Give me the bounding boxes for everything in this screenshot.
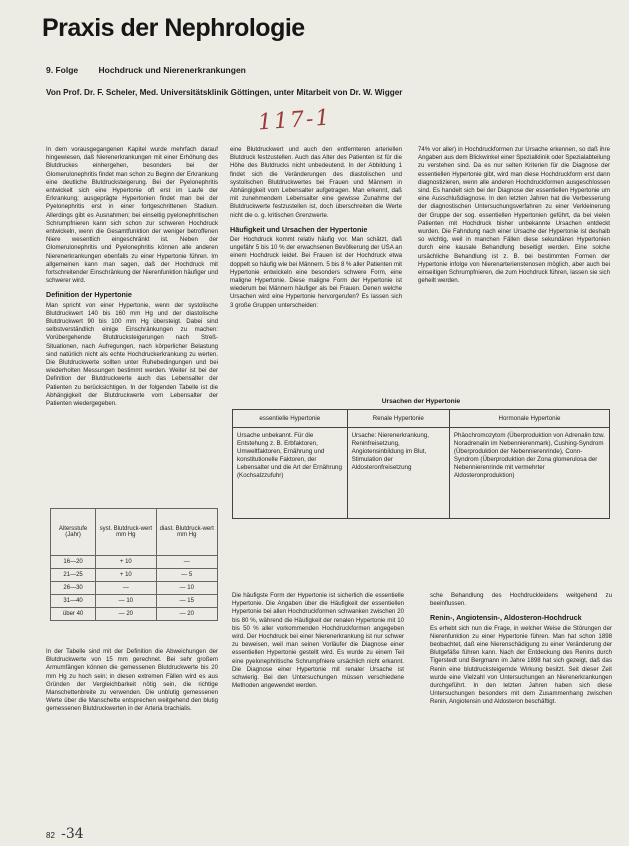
- column-2: [230, 146, 402, 313]
- causes-table: [232, 409, 610, 519]
- table-cell: — 20: [156, 608, 217, 621]
- paragraph: eine Blutdruckwert und auch den entfernteren arteriellen Blutdruck festzustellen. Auch das Alter des Patienten ist für die Höhe des Blutdrucks nicht unbedeutend. In der Abbildung 1 findet sich die Veränderungen des diastolischen und systolischen Blutdruckwertes bei Frauen und Männern in Abhängigkeit vom Lebensalter aufgetragen. Man erkennt, daß mit zunehmendem Lebensalter eine gewisse Zunahme der Blutdruckwerte festzustellen ist, doch überschreiten die Werte nicht die o. g. kritischen Grenzwerte.: [230, 146, 402, 219]
- causes-cell: Phäochromozytom (Überproduktion von Adrenalin bzw. Noradrenalin im Nebennierenmark), Cushing-Syndrom (Überproduktion der Nebennierenrinde), Conn-Syndrom (Überproduktion der Zona glomerulosa der Nebennierenrinde mit vermehrter Aldosteronproduktion): [449, 428, 609, 519]
- page-handnote: -34: [61, 826, 84, 842]
- causes-header: essentielle Hypertonie: [233, 410, 348, 428]
- column-1-bottom: [46, 648, 218, 717]
- table-cell: — 10: [96, 595, 156, 608]
- table-header: Altersstufe (Jahr): [51, 509, 96, 556]
- section-heading: Häufigkeit und Ursachen der Hypertonie: [230, 224, 368, 234]
- column-1: [46, 146, 218, 411]
- causes-header: Renale Hypertonie: [347, 410, 449, 428]
- paragraph: sche Behandlung des Hochdruckleidens weitgehend zu beeinflussen.: [430, 592, 612, 608]
- table-row: [51, 595, 218, 608]
- table-cell: + 10: [96, 556, 156, 569]
- page-number: [46, 826, 84, 842]
- causes-caption: Ursachen der Hypertonie: [381, 398, 461, 405]
- page-number-value: 82: [46, 831, 55, 840]
- paragraph: In der Tabelle sind mit der Definition die Abweichungen der Blutdruckwerte von 15 mm gerechnet. Bei sehr großem Armumfängen können die gemessenen Blutdruckwerte bis 20 mm Hg zu hoch sein; in diesen extremen Fällen wird es aus Gründen der Vergleichbarkeit nötig sein, die richtige Manschettenbreite zu verwenden. Die unblutig gemessenen Werte über die Manschette entsprechen weitgehend den blutig gemessenen Blutdruckwerten in der Arteria brachialis.: [46, 648, 218, 713]
- author-line: Von Prof. Dr. F. Scheler, Med. Universitätsklinik Göttingen, unter Mitarbeit von Dr. W. Wigger: [46, 88, 403, 97]
- paragraph: In dem vorausgegangenen Kapitel wurde mehrfach darauf hingewiesen, daß Nierenerkrankungen mit einer Erhöhung des Blutdruckes einhergehen, besonders bei der Glomerulonephritis findet man schon zu Beginn der Erkrankung eine deutliche Blutdrucksteigerung. Bei der Pyelonephritis entwickelt sich eine Hypertonie oft erst im Laufe der Erkrankung; ausgeprägte Hypertonien findet man bei der Pyelonephritis erst in einer fortgeschrittenen Stadium. Allerdings gibt es Ausnahmen; bei einseitig pyelonephritischen Schrumpfnieren kann sich schon zur schweren Hochdruck entwickeln, wenn die Gesamtfunktion der weniger betroffenen Niere wesentlich eingeschränkt ist. Neben der Glomerulonephritis und Pyelonephritis können alle anderen Nierenerkrankungen ebenfalls zu einer Hypertonie führen. Im allgemeinen kann man sagen, daß der Hochdruck mit fortschreitender Einschränkung der Nierenfunktion häufiger und schwerer wird.: [46, 146, 218, 285]
- table-cell: über 40: [51, 608, 96, 621]
- causes-cell: Ursache unbekannt. Für die Entstehung z. B. Erbfaktoren, Umweltfaktoren, Ernährung und konstitutionelle Faktoren, der Lebensalter und die Art der Ernährung (Kochsalzzufuhr): [233, 428, 348, 519]
- table-row: [51, 608, 218, 621]
- causes-header: Hormonale Hypertonie: [449, 410, 609, 428]
- table-row: [51, 582, 218, 595]
- paragraph: 74% vor aller) in Hochdruckformen zur Ursache erkennen, so daß ihre Angaben aus dem Blickwinkel einer Spezialklinik oder Spezialabteilung zu verstehen sind. Da es nur selten Kriterien für die Diagnose der essentiellen Hypertonie gibt, wird man diese Hochdruckform erst dann diagnostizieren, wenn alle anderen Hochdruckformen ausgeschlossen sind. Es handelt sich bei der Diagnose der essentiellen Hypertonie um eine Ausschlußdiagnose. In den letzten Jahren hat die Verbesserung der diagnostischen Untersuchungsverfahren zu einer Verkleinerung der Gruppe der sog. essentiellen Hypertonien geführt, da bei vielen Patienten mit Hochdruck bisher unbekannte Ursachen entdeckt wurden. Die Fahndung nach einer Ursache der Hypertonie ist deshalb so wichtig, weil in manchen Fällen diese sekundären Hypertonien durch eine kausale Behandlung beseitigt werden. Eine solche ursächliche Behandlung ist z. B. bei bestimmten Formen der Hypertonie infolge von Nierenarterienstenosen möglich, aber auch bei einseitigen Schrumpfnieren, die zum Hochdruck führen, lassen sie sich geheilt werden.: [418, 146, 610, 285]
- paragraph: Der Hochdruck kommt relativ häufig vor. Man schätzt, daß ungefähr 5 bis 10 % der erwachsenen Bevölkerung der USA an einem Hochdruck leidet. Bei Frauen ist der Hochdruck etwa doppelt so häufig wie bei Männern. 5 bis 8 % aller Patienten mit Hypertonie entwickeln eine besonders schwere Form, eine maligne Hypertonie. Diese maligne Form der Hypertonie ist wiederum bei Männern häufiger als bei Frauen. Denen welche Ursachen wird eine Hypertonie hervorgerufen? Es lassen sich 3 große Gruppen unterscheiden:: [230, 236, 402, 309]
- age-bloodpressure-table: [50, 508, 218, 621]
- table-cell: + 10: [96, 569, 156, 582]
- paragraph: Die häufigste Form der Hypertonie ist sicherlich die essentielle Hypertonie. Die Angaben über die Häufigkeit der essentiellen Hypertonie bei allen Hochdruckformen schwanken zwischen 20 bis 80 %, während die Häufigkeit der renalen Hypertonie mit 10 bis 50 % aller vorkommenden Hochdruckformen angegeben wird. Der Hochdruck bei einer Nierenerkrankung ist nur schwer zu beweisen, weil man seinen Vorläufer die Diagnose einer essentiellen Hypertonie gestellt wird. Es wurde zu einem Teil eine pyelonephritische Schrumpfniere ursächlich nicht erkannt. Die Diagnose einer Hypertonie mit renaler Ursache ist schwierig. Bei den Untersuchungen müssen verschiedene Methoden angewendet werden.: [232, 592, 404, 690]
- causes-cell: Ursache: Nierenerkrankung, Reninfreisetzung, Angiotensinbildung im Blut, Stimulation der Aldosteronfreisetzung: [347, 428, 449, 519]
- column-2-bottom: [232, 592, 404, 693]
- table-cell: —: [156, 556, 217, 569]
- table-cell: 21—25: [51, 569, 96, 582]
- table-header: diast. Blutdruck-wert mm Hg: [156, 509, 217, 556]
- table-cell: —: [96, 582, 156, 595]
- handwritten-note: 117-1: [257, 105, 333, 136]
- table-row: [51, 569, 218, 582]
- table-cell: — 10: [156, 582, 217, 595]
- column-3-bottom: [430, 592, 612, 710]
- column-3: [418, 146, 610, 288]
- table-cell: 31—40: [51, 595, 96, 608]
- section-heading: Renin-, Angiotensin-, Aldosteron-Hochdruck: [430, 613, 582, 623]
- table-cell: 26—30: [51, 582, 96, 595]
- table-cell: — 15: [156, 595, 217, 608]
- series-part: 9. Folge: [46, 65, 79, 75]
- paragraph: Man spricht von einer Hypertonie, wenn der systolische Blutdruckwert 140 bis 160 mm Hg und der diastolische Blutdruckwert 90 bis 100 mm Hg übersteigt. Dabei sind selbstverständlich einige Einschränkungen zu machen: Vorübergehende Blutdrucksteigerungen nach Streß-Situationen, nach Aufregungen, nach körperlicher Belastung sind natürlich nicht als echte Hochdruckerkrankung zu werten. Die Blutdruckwerte sollten unter Ruhebedingungen und bei wiederholten Messungen bestimmt werden. Weiter ist bei der Definition der Blutdruckwerte auch das Lebensalter der Patienten zu berücksichtigen. In der folgenden Tabelle ist die Abhängigkeit der Blutdruckwerte vom Lebensalter der Patienten wiedergegeben.: [46, 301, 218, 408]
- series-line: [46, 65, 246, 75]
- table-cell: — 5: [156, 569, 217, 582]
- page-title: Praxis der Nephrologie: [42, 14, 305, 42]
- series-topic: Hochdruck und Nierenerkrankungen: [98, 65, 246, 75]
- paragraph: Es erhebt sich nun die Frage, in welcher Weise die Störungen der Nierenfunktion zu einer Hypertonie führen. Man hat schon 1898 beobachtet, daß eine Nierenschädigung zu einer Veränderung der Blutgefäße führen kann. Nach der Entdeckung des Renins durch Tigerstedt und Bergmann im Jahre 1898 hat sich gezeigt, daß das Renin eine blutdrucksteigernde Wirkung besitzt. Seit dieser Zeit wurde eine Vielzahl von Untersuchungen an Nierenerkrankungen durchgeführt. In den letzten Jahren haben sich diese Untersuchungen besonders mit dem Zusammenhang zwischen Renin, Angiotensin und Aldosteron beschäftigt.: [430, 624, 612, 706]
- table-header: syst. Blutdruck-wert mm Hg: [96, 509, 156, 556]
- hypertension-causes-box: [232, 398, 610, 519]
- table-cell: — 20: [96, 608, 156, 621]
- table-cell: 16—20: [51, 556, 96, 569]
- table-row: [51, 556, 218, 569]
- section-heading: Definition der Hypertonie: [46, 290, 132, 300]
